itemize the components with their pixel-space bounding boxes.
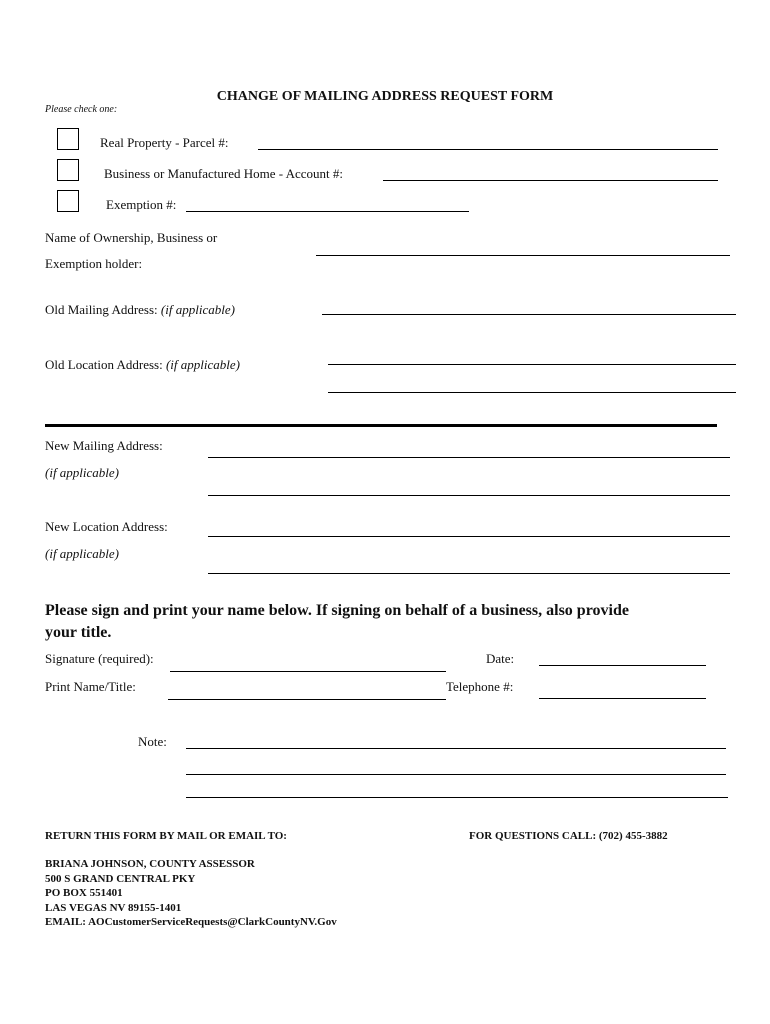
sign-instruction-line2: your title. [45, 624, 112, 641]
exemption-number-input[interactable] [186, 197, 469, 212]
note-input-1[interactable] [186, 734, 726, 749]
parcel-number-input[interactable] [258, 135, 718, 150]
form-title: CHANGE OF MAILING ADDRESS REQUEST FORM [216, 89, 554, 104]
new-mailing-address-input-1[interactable] [208, 443, 730, 458]
new-mailing-address-input-2[interactable] [208, 481, 730, 496]
checkbox-exemption[interactable] [57, 190, 79, 212]
check-prompt: Please check one: [45, 104, 118, 115]
date-label: Date: [486, 651, 515, 666]
signature-input[interactable] [170, 657, 446, 672]
checkbox-business[interactable] [57, 159, 79, 181]
ownership-name-input[interactable] [316, 241, 730, 256]
note-label: Note: [138, 734, 167, 749]
date-input[interactable] [539, 651, 706, 666]
questions-phone: FOR QUESTIONS CALL: (702) 455-3882 [469, 830, 668, 842]
old-location-label [45, 357, 240, 373]
address-line: 500 S GRAND CENTRAL PKY [45, 872, 196, 885]
print-name-input[interactable] [168, 685, 446, 700]
old-mailing-note: (if applicable) [160, 302, 235, 317]
old-location-address-input-1[interactable] [328, 350, 736, 365]
telephone-label: Telephone #: [446, 679, 514, 694]
note-input-2[interactable] [186, 760, 726, 775]
mailing-address-block [45, 857, 337, 930]
old-mailing-address-input[interactable] [322, 300, 736, 315]
old-location-address-input-2[interactable] [328, 378, 736, 393]
ownership-label-line1: Name of Ownership, Business or [45, 230, 218, 245]
new-location-note: (if applicable) [45, 546, 120, 561]
signature-label: Signature (required): [45, 651, 154, 666]
new-mailing-label: New Mailing Address: [45, 438, 163, 453]
new-mailing-note: (if applicable) [45, 465, 120, 480]
section-divider [45, 424, 717, 427]
old-mailing-label-text: Old Mailing Address: [45, 302, 158, 317]
old-location-note: (if applicable) [165, 357, 240, 372]
address-line: PO BOX 551401 [45, 887, 123, 899]
print-name-label: Print Name/Title: [45, 679, 136, 694]
return-heading: RETURN THIS FORM BY MAIL OR EMAIL TO: [45, 830, 287, 842]
new-location-label: New Location Address: [45, 519, 168, 534]
option-label-business: Business or Manufactured Home - Account #: [104, 166, 344, 181]
option-label-exemption: Exemption #: [106, 197, 177, 212]
telephone-input[interactable] [539, 684, 706, 699]
note-input-3[interactable] [186, 783, 728, 798]
email-line[interactable]: EMAIL: AOCustomerServiceRequests@ClarkCountyNV.Gov [45, 916, 337, 928]
new-location-address-input-1[interactable] [208, 522, 730, 537]
new-location-address-input-2[interactable] [208, 559, 730, 574]
account-number-input[interactable] [383, 166, 718, 181]
address-line: BRIANA JOHNSON, COUNTY ASSESSOR [45, 858, 255, 870]
option-label-real-property: Real Property - Parcel #: [100, 135, 229, 150]
sign-instruction-line1: Please sign and print your name below. If signing on behalf of a business, also provide [45, 602, 629, 619]
old-location-label-text: Old Location Address: [45, 357, 163, 372]
old-mailing-label [45, 302, 235, 318]
checkbox-real-property[interactable] [57, 128, 79, 150]
address-line: LAS VEGAS NV 89155-1401 [45, 901, 182, 914]
ownership-label-line2: Exemption holder: [45, 256, 143, 271]
